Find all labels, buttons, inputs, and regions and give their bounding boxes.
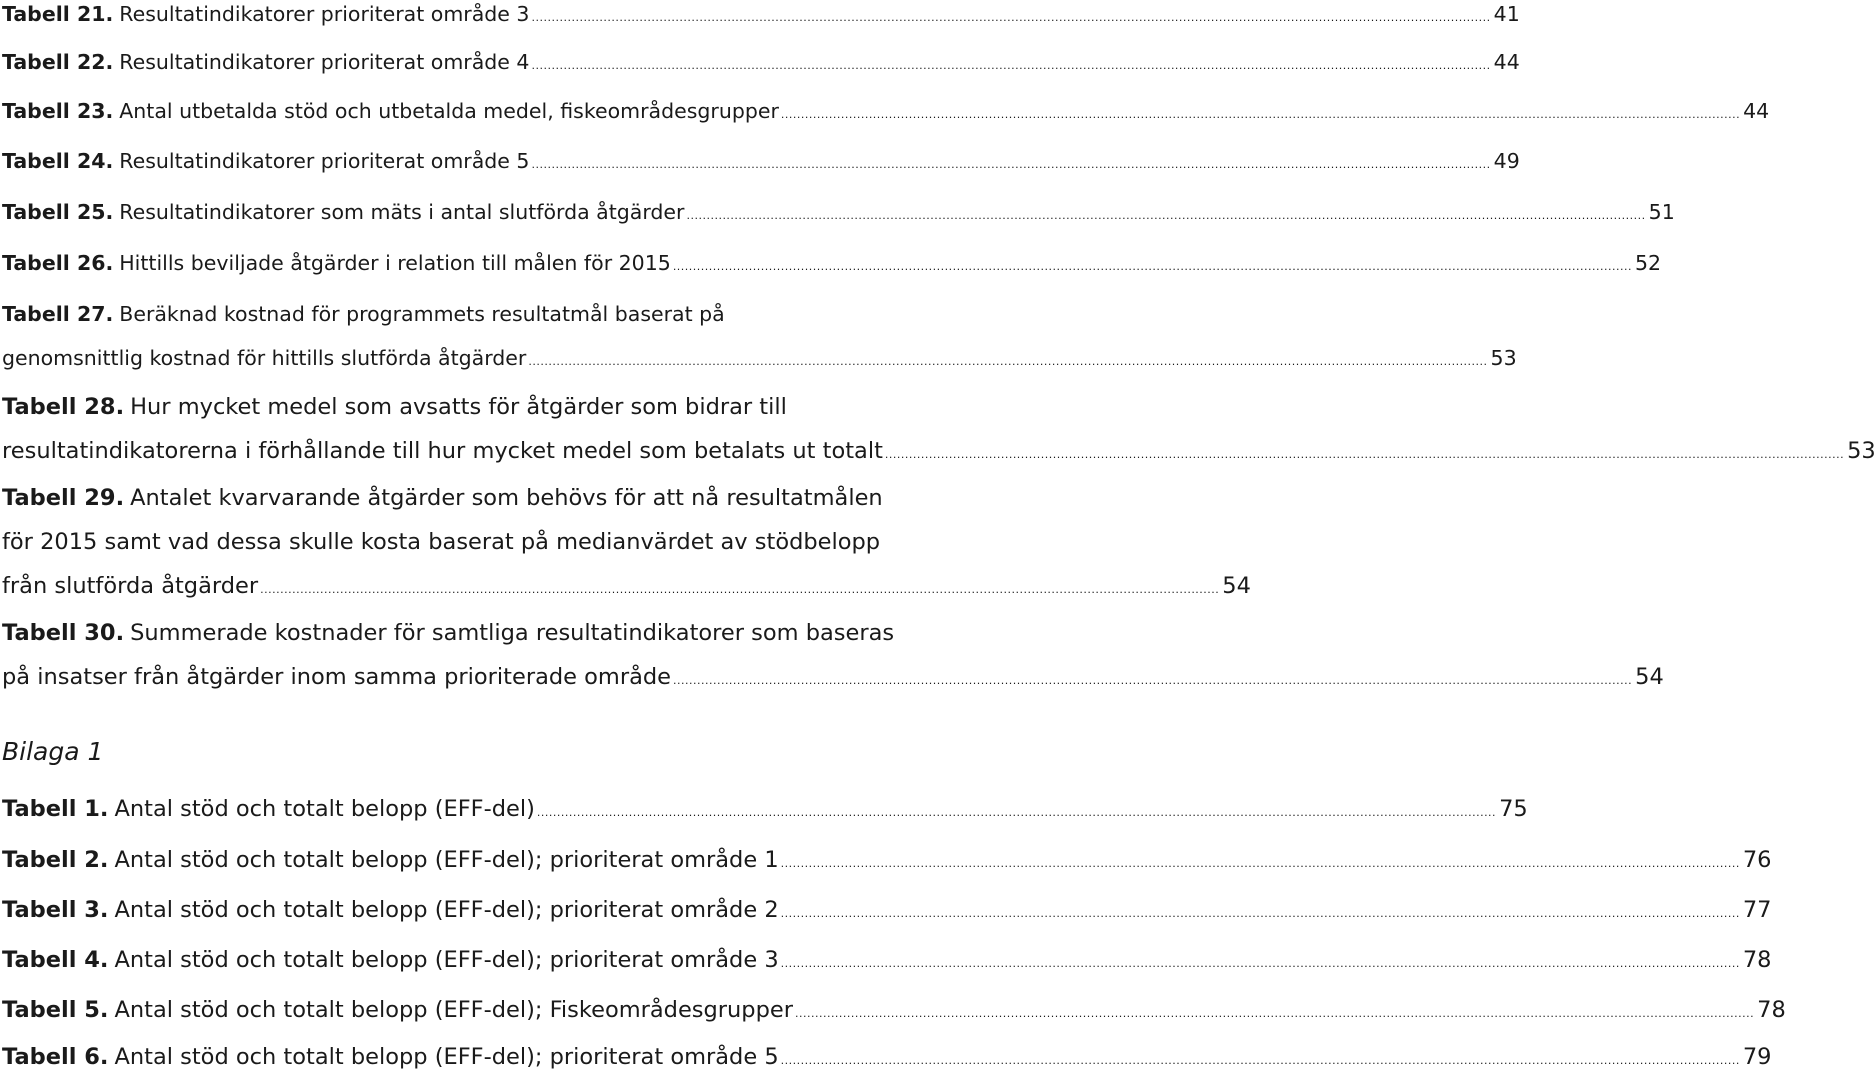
toc-line — [2, 429, 1876, 473]
dot-leader — [781, 858, 1740, 869]
dot-leader — [781, 109, 1740, 120]
dot-leader — [673, 675, 1632, 686]
toc-line — [2, 139, 1520, 183]
toc-entry-page: 54 — [1222, 573, 1251, 599]
toc-entry-page: 75 — [1499, 796, 1528, 822]
toc-entry-label: Tabell 2. — [2, 847, 109, 873]
toc-line — [2, 938, 1772, 982]
toc-entry-label: Tabell 1. — [2, 796, 109, 822]
toc-line — [2, 655, 1664, 699]
toc-entry-title: Resultatindikatorer prioriterat område 4 — [119, 50, 530, 74]
toc-line — [2, 564, 1251, 608]
toc-entry-label: Tabell 22. — [2, 50, 114, 74]
toc-entry-label: Tabell 6. — [2, 1044, 109, 1070]
toc-entry-title-continued: för 2015 samt vad dessa skulle kosta baserat på medianvärdet av stödbelopp — [2, 529, 881, 555]
toc-line — [2, 0, 1520, 36]
toc-entry-label: Tabell 4. — [2, 947, 109, 973]
toc-entry-title: Hur mycket medel som avsatts för åtgärder som bidrar till — [130, 394, 787, 420]
toc-entry-tabell-23[interactable] — [2, 89, 1770, 133]
toc-entry-title: Resultatindikatorer prioriterat område 3 — [119, 2, 530, 26]
dot-leader — [531, 60, 1490, 71]
toc-entry-appendix-tabell-5[interactable] — [2, 988, 1786, 1032]
toc-entry-appendix-tabell-1[interactable] — [2, 787, 1528, 831]
toc-entry-page: 41 — [1493, 2, 1520, 26]
toc-line — [2, 40, 1520, 84]
toc-line — [2, 190, 1675, 234]
toc-entry-page: 51 — [1648, 200, 1675, 224]
toc-line — [2, 611, 954, 655]
dot-leader — [781, 958, 1740, 969]
toc-line — [2, 89, 1770, 133]
toc-entry-title: Antal stöd och totalt belopp (EFF-del); prioriterat område 5 — [114, 1044, 779, 1070]
toc-entry-title: Resultatindikatorer prioriterat område 5 — [119, 149, 530, 173]
toc-entry-tabell-24[interactable] — [2, 139, 1520, 183]
toc-entry-page: 49 — [1493, 149, 1520, 173]
toc-entry-title: Antal stöd och totalt belopp (EFF-del); prioriterat område 3 — [114, 947, 779, 973]
toc-entry-title: Antal stöd och totalt belopp (EFF-del); Fiskeområdesgrupper — [114, 997, 793, 1023]
dot-leader — [260, 584, 1219, 595]
toc-entry-page: 53 — [1847, 438, 1876, 464]
toc-entry-title: Antal utbetalda stöd och utbetalda medel, fiskeområdesgrupper — [119, 99, 779, 123]
toc-line — [2, 241, 1662, 285]
toc-line — [2, 292, 954, 336]
toc-entry-title: Antal stöd och totalt belopp (EFF-del); prioriterat område 2 — [114, 897, 779, 923]
toc-entry-appendix-tabell-4[interactable] — [2, 938, 1772, 982]
toc-entry-label: Tabell 27. — [2, 302, 114, 326]
toc-entry-title: Antalet kvarvarande åtgärder som behövs för att nå resultatmålen — [130, 485, 883, 511]
toc-entry-label: Tabell 21. — [2, 2, 114, 26]
toc-entry-title-continued: resultatindikatorerna i förhållande till hur mycket medel som betalats ut totalt — [2, 438, 883, 464]
toc-entry-label: Tabell 3. — [2, 897, 109, 923]
dot-leader — [531, 159, 1490, 170]
toc-line — [2, 476, 954, 520]
dot-leader — [781, 1055, 1740, 1066]
toc-entry-title: Antal stöd och totalt belopp (EFF-del) — [114, 796, 535, 822]
toc-entry-tabell-30[interactable] — [2, 611, 1664, 699]
toc-entry-tabell-22[interactable] — [2, 40, 1520, 84]
toc-line — [2, 385, 954, 429]
toc-entry-label: Tabell 23. — [2, 99, 114, 123]
toc-line — [2, 1035, 1772, 1079]
toc-entry-page: 77 — [1742, 897, 1772, 923]
toc-entry-appendix-tabell-3[interactable] — [2, 888, 1772, 932]
toc-entry-page: 76 — [1742, 847, 1772, 873]
dot-leader — [537, 807, 1496, 818]
toc-line — [2, 787, 1528, 831]
toc-entry-title-continued: genomsnittlig kostnad för hittills slutförda åtgärder — [2, 346, 527, 370]
dot-leader — [528, 356, 1487, 367]
toc-entry-page: 44 — [1493, 50, 1520, 74]
toc-entry-tabell-28[interactable] — [2, 385, 1876, 473]
toc-entry-page: 53 — [1490, 346, 1517, 370]
toc-entry-tabell-27[interactable] — [2, 292, 1517, 380]
toc-entry-label: Tabell 30. — [2, 620, 125, 646]
toc-line — [2, 336, 1517, 380]
toc-entry-label: Tabell 25. — [2, 200, 114, 224]
toc-entry-page: 52 — [1635, 251, 1662, 275]
toc-entry-tabell-25[interactable] — [2, 190, 1675, 234]
toc-entry-label: Tabell 26. — [2, 251, 114, 275]
toc-entry-title: Resultatindikatorer som mäts i antal slutförda åtgärder — [119, 200, 685, 224]
section-heading-bilaga: Bilaga 1 — [2, 737, 104, 766]
toc-entry-tabell-21[interactable] — [2, 0, 1520, 36]
toc-entry-title-continued: på insatser från åtgärder inom samma prioriterade område — [2, 664, 671, 690]
toc-entry-page: 54 — [1635, 664, 1664, 690]
dot-leader — [673, 261, 1632, 272]
toc-entry-page: 78 — [1742, 947, 1772, 973]
dot-leader — [781, 908, 1740, 919]
toc-entry-page: 79 — [1742, 1044, 1772, 1070]
toc-entry-tabell-26[interactable] — [2, 241, 1662, 285]
toc-entry-appendix-tabell-6[interactable] — [2, 1035, 1772, 1079]
toc-entry-page: 78 — [1757, 997, 1786, 1023]
toc-entry-label: Tabell 28. — [2, 394, 125, 420]
toc-entry-title: Summerade kostnader för samtliga resultatindikatorer som baseras — [130, 620, 895, 646]
toc-entry-appendix-tabell-2[interactable] — [2, 838, 1772, 882]
toc-entry-tabell-29[interactable] — [2, 476, 1251, 608]
toc-entry-label: Tabell 24. — [2, 149, 114, 173]
dot-leader — [686, 210, 1645, 221]
toc-entry-title: Antal stöd och totalt belopp (EFF-del); prioriterat område 1 — [114, 847, 779, 873]
toc-line — [2, 988, 1786, 1032]
dot-leader — [795, 1008, 1754, 1019]
toc-line — [2, 520, 954, 564]
toc-entry-title-continued: från slutförda åtgärder — [2, 573, 259, 599]
dot-leader — [885, 449, 1844, 460]
toc-line — [2, 838, 1772, 882]
toc-entry-title: Hittills beviljade åtgärder i relation till målen för 2015 — [119, 251, 671, 275]
toc-line — [2, 888, 1772, 932]
toc-entry-title: Beräknad kostnad för programmets resultatmål baserat på — [119, 302, 725, 326]
toc-entry-page: 44 — [1743, 99, 1770, 123]
dot-leader — [531, 12, 1490, 23]
toc-entry-label: Tabell 29. — [2, 485, 125, 511]
toc-entry-label: Tabell 5. — [2, 997, 109, 1023]
